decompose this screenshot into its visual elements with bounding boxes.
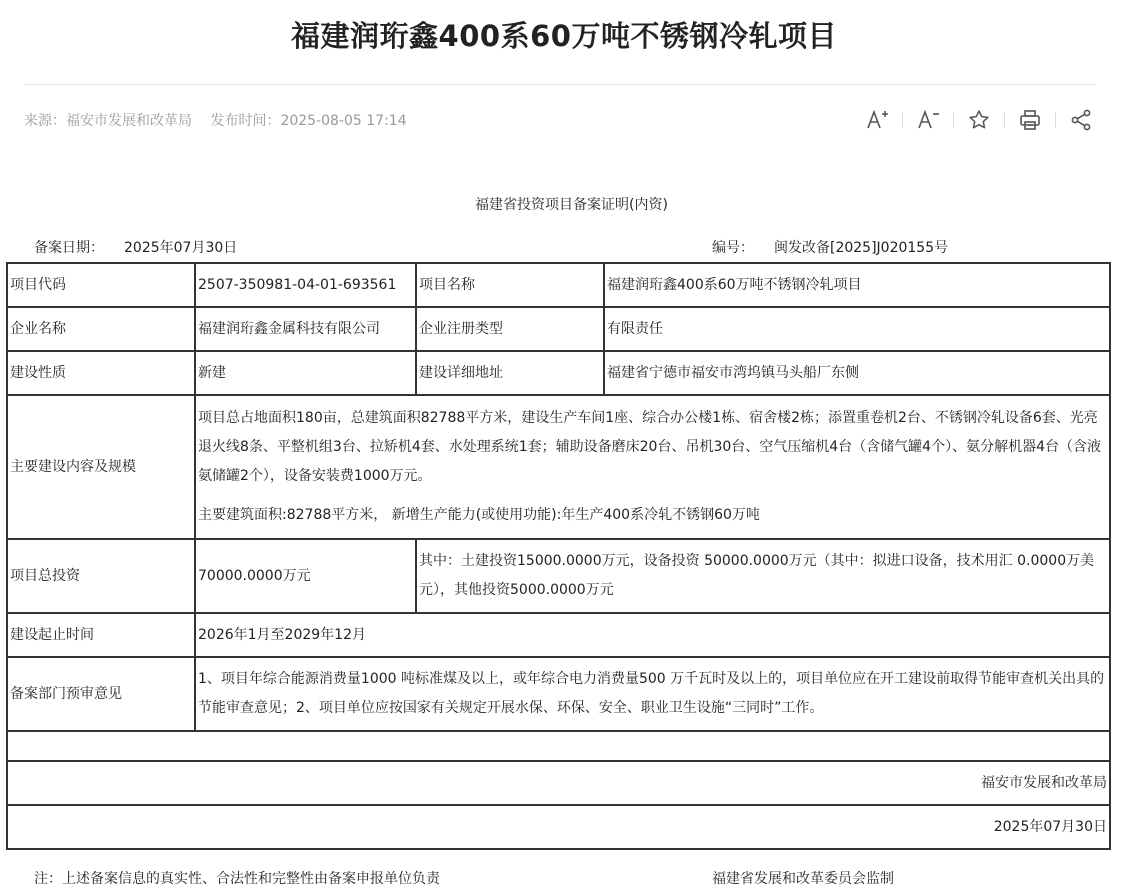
- toolbar-separator: [953, 112, 954, 128]
- empty-row: [7, 731, 1110, 761]
- table-row: [7, 805, 1110, 849]
- record-table: [6, 262, 1111, 850]
- toolbar-separator: [1055, 112, 1056, 128]
- font-decrease-button[interactable]: [911, 104, 945, 136]
- favorite-button[interactable]: [962, 104, 996, 136]
- scale-label: 主要建设内容及规模: [7, 395, 195, 539]
- table-row: [7, 351, 1110, 395]
- address-label: 建设详细地址: [416, 351, 604, 395]
- table-row: [7, 761, 1110, 805]
- table-row: [7, 657, 1110, 731]
- nature-value: 新建: [195, 351, 416, 395]
- issuing-authority: 福安市发展和改革局: [7, 761, 1110, 805]
- opinion-label: 备案部门预审意见: [7, 657, 195, 731]
- printer-icon: [1018, 108, 1042, 132]
- period-label: 建设起止时间: [7, 613, 195, 657]
- reg-type-value: 有限责任: [604, 307, 1110, 351]
- font-decrease-icon: [916, 108, 940, 132]
- table-row: [7, 539, 1110, 613]
- record-number: [712, 237, 948, 257]
- footnote: 注：上述备案信息的真实性、合法性和完整性由备案申报单位负责: [34, 871, 440, 887]
- star-icon: [967, 108, 991, 132]
- project-code-label: 项目代码: [7, 263, 195, 307]
- publish-time: 发布时间：2025-08-05 17:14: [210, 113, 407, 129]
- investment-label: 项目总投资: [7, 539, 195, 613]
- issue-date: 2025年07月30日: [7, 805, 1110, 849]
- scale-cell: [195, 395, 1110, 539]
- investment-detail: 其中：土建投资15000.0000万元，设备投资 50000.0000万元（其中：拟进口设备，技术用汇 0.0000万美元），其他投资5000.0000万元: [416, 539, 1110, 613]
- article-meta: [24, 110, 421, 130]
- project-code-value: 2507-350981-04-01-693561: [195, 263, 416, 307]
- record-number-label: 编号：: [712, 240, 754, 256]
- title-divider: [24, 84, 1096, 85]
- certificate-heading: 福建省投资项目备案证明(内资): [475, 197, 668, 213]
- record-date-label: 备案日期：: [34, 240, 104, 256]
- table-row: [7, 307, 1110, 351]
- address-value: 福建省宁德市福安市湾坞镇马头船厂东侧: [604, 351, 1110, 395]
- investment-value: 70000.0000万元: [195, 539, 416, 613]
- record-date-value: 2025年07月30日: [124, 240, 238, 256]
- company-value: 福建润珩鑫金属科技有限公司: [195, 307, 416, 351]
- period-value: 2026年1月至2029年12月: [195, 613, 1110, 657]
- supervisor-note: 福建省发展和改革委员会监制: [712, 871, 894, 887]
- scale-area: 主要建筑面积:82788平方米， 新增生产能力(或使用功能):年生产400系冷轧不锈钢60万吨: [198, 507, 760, 523]
- project-name-label: 项目名称: [416, 263, 604, 307]
- record-number-value: 闽发改备[2025]J020155号: [774, 240, 949, 256]
- opinion-value: 1、项目年综合能源消费量1000 吨标准煤及以上，或年综合电力消费量500 万千瓦时及以上的，项目单位应在开工建设前取得节能审查机关出具的节能审查意见；2、项目单位应按国家有关规定开展水保、环保、安全、职业卫生设施“三同时”工作。: [195, 657, 1110, 731]
- font-increase-button[interactable]: [860, 104, 894, 136]
- share-icon: [1069, 108, 1093, 132]
- reg-type-label: 企业注册类型: [416, 307, 604, 351]
- table-row: [7, 613, 1110, 657]
- record-date: [34, 237, 237, 257]
- table-row: [7, 263, 1110, 307]
- table-row: [7, 731, 1110, 761]
- toolbar-separator: [902, 112, 903, 128]
- company-label: 企业名称: [7, 307, 195, 351]
- page-title: 福建润珩鑫400系60万吨不锈钢冷轧项目: [291, 19, 837, 53]
- share-button[interactable]: [1064, 104, 1098, 136]
- toolbar-separator: [1004, 112, 1005, 128]
- scale-description: 项目总占地面积180亩，总建筑面积82788平方米，建设生产车间1座、综合办公楼1栋、宿舍楼2栋；添置重卷机2台、不锈钢冷轧设备6套、光亮退火线8条、平整机组3台、拉矫机4套、水处理系统1套；辅助设备磨床20台、吊机30台、空气压缩机4台（含储气罐4个）、氨分解机器4台（含液氨储罐2个），设备安装费1000万元。: [198, 410, 1101, 484]
- font-increase-icon: [865, 108, 889, 132]
- table-row: [7, 395, 1110, 539]
- print-button[interactable]: [1013, 104, 1047, 136]
- project-name-value: 福建润珩鑫400系60万吨不锈钢冷轧项目: [604, 263, 1110, 307]
- source-text: 来源：福安市发展和改革局: [24, 113, 192, 129]
- article-toolbar: [860, 104, 1098, 136]
- nature-label: 建设性质: [7, 351, 195, 395]
